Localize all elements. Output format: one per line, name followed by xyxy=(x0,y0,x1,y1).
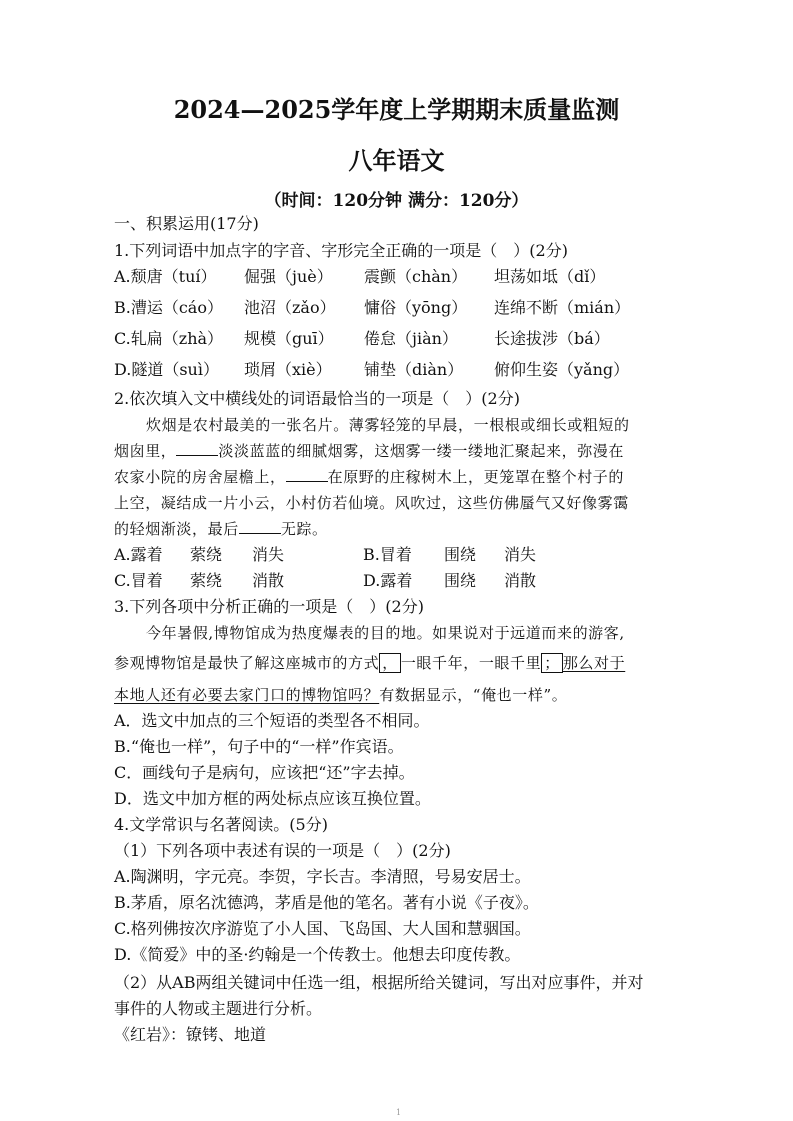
q3-passage-line-2 xyxy=(114,652,625,674)
q2-passage-line-3 xyxy=(114,466,624,488)
q3-passage-line-1: 今年暑假,博物馆成为热度爆表的目的地。如果说对于远道而来的游客, xyxy=(146,624,625,642)
q1-option-row-c xyxy=(114,328,674,350)
q2-option-a-word1: A.露着 xyxy=(114,545,163,564)
q4-option-a: A.陶渊明，字元亮。李贺，字长吉。李清照，号易安居士。 xyxy=(114,867,531,886)
q3-option-a: A．选文中加点的三个短语的类型各不相同。 xyxy=(114,711,430,730)
q3-passage-line-3 xyxy=(114,684,567,706)
q3-boxed-punctuation-1: ， xyxy=(379,653,401,673)
exam-subject: 八年语文 xyxy=(348,146,445,175)
q2-option-c-word1: C.冒着 xyxy=(114,571,163,590)
q3-underlined-sentence: 本地人还有必要去家门口的博物馆吗？ xyxy=(114,686,380,704)
q2-passage-text: 农家小院的房舍屋檐上， xyxy=(114,468,286,486)
q1-c-word4: 长途拔涉（bá） xyxy=(494,329,610,348)
q1-b-word3: 慵俗（yōng） xyxy=(364,298,468,317)
q1-c-word2: 规模（guī） xyxy=(244,329,334,348)
page-footer-mark: 1 xyxy=(396,1108,402,1117)
q2-option-d-word2: 围绕 xyxy=(444,571,477,590)
q1-d-word4: 俯仰生姿（yǎng） xyxy=(494,360,630,379)
section-heading: 一、积累运用(17分) xyxy=(114,214,259,233)
q2-option-a-word3: 消失 xyxy=(252,545,285,564)
exam-meta: （时间：120分钟 满分：120分） xyxy=(264,191,529,211)
q1-a-word4: 坦荡如坻（dǐ） xyxy=(494,267,606,286)
q2-blank-1 xyxy=(176,440,218,456)
q1-c-word3: 倦怠（jiàn） xyxy=(364,329,458,348)
q2-option-b-word1: B.冒着 xyxy=(363,545,412,564)
q2-passage-text: 淡淡蓝蓝的细腻烟雾，这烟雾一缕一缕地汇聚起来，弥漫在 xyxy=(218,442,625,460)
q2-passage-text: 无踪。 xyxy=(280,520,328,538)
question-1-stem: 1.下列词语中加点字的字音、字形完全正确的一项是（ ）(2分) xyxy=(114,241,568,260)
q3-option-c: C．画线句子是病句，应该把“还”字去掉。 xyxy=(114,763,415,782)
q2-option-a-word2: 萦绕 xyxy=(190,545,223,564)
q1-d-word1: D.隧道（suì） xyxy=(114,360,219,379)
q2-option-b-word3: 消失 xyxy=(504,545,537,564)
q1-b-word1: B.漕运（cáo） xyxy=(114,298,223,317)
q1-a-word3: 震颤（chàn） xyxy=(364,267,468,286)
q1-c-word1: C.轧扁（zhà） xyxy=(114,329,224,348)
q1-d-word2: 琐屑（xiè） xyxy=(244,360,332,379)
q2-option-row-1 xyxy=(114,544,674,566)
q2-option-d-word3: 消散 xyxy=(504,571,537,590)
q2-blank-2 xyxy=(286,466,328,482)
q4-option-d: D.《简爱》中的圣·约翰是一个传教士。他想去印度传教。 xyxy=(114,945,521,964)
q4-keywords: 《红岩》：镣铐、地道 xyxy=(114,1025,267,1044)
q4-subquestion-1: （1）下列各项中表述有误的一项是（ ）(2分) xyxy=(114,841,451,860)
q1-b-word2: 池沼（zǎo） xyxy=(244,298,336,317)
q2-passage-text: 烟囱里， xyxy=(114,442,177,460)
q3-underlined-sentence: 那么对于 xyxy=(562,654,626,672)
q2-passage-line-2 xyxy=(114,440,624,462)
q4-subquestion-2-line-2: 事件的人物或主题进行分析。 xyxy=(114,999,323,1018)
q2-passage-line-1: 炊烟是农村最美的一张名片。薄雾轻笼的早晨，一根根或细长或粗短的 xyxy=(146,416,630,434)
q2-option-c-word3: 消散 xyxy=(252,571,285,590)
q3-boxed-punctuation-2: ； xyxy=(541,653,563,673)
q3-option-d: D．选文中加方框的两处标点应该互换位置。 xyxy=(114,789,431,808)
q3-passage-text: 有数据显示，“俺也一样”。 xyxy=(379,686,568,704)
q2-option-c-word2: 萦绕 xyxy=(190,571,223,590)
question-2-stem: 2.依次填入文中横线处的词语最恰当的一项是（ ）(2分) xyxy=(114,389,520,408)
q2-option-d-word1: D.露着 xyxy=(363,571,413,590)
q2-passage-line-4: 上空，凝结成一片小云，小村仿若仙境。风吹过，这些仿佛蜃气又好像雾霭 xyxy=(114,494,629,512)
q1-a-word1: A.颓唐（tuí） xyxy=(114,267,217,286)
q1-b-word4: 连绵不断（mián） xyxy=(494,298,631,317)
q1-option-row-b xyxy=(114,297,674,319)
q4-option-b: B.茅盾，原名沈德鸿，茅盾是他的笔名。著有小说《子夜》。 xyxy=(114,893,539,912)
q4-option-c: C.格列佛按次序游览了小人国、飞岛国、大人国和慧骃国。 xyxy=(114,919,531,938)
q2-passage-line-5 xyxy=(114,518,328,540)
q4-subquestion-2-line-1: （2）从AB两组关键词中任选一组，根据所给关键词，写出对应事件，并对 xyxy=(114,973,644,992)
q2-blank-3 xyxy=(239,518,281,534)
q1-option-row-a xyxy=(114,266,674,288)
q3-passage-text: 一眼千年，一眼千里 xyxy=(400,654,542,672)
q1-a-word2: 倔强（juè） xyxy=(244,267,333,286)
q3-option-b: B.“俺也一样”，句子中的“一样”作宾语。 xyxy=(114,737,404,756)
q1-option-row-d xyxy=(114,359,674,381)
q2-passage-text: 在原野的庄稼树木上，更笼罩在整个村子的 xyxy=(327,468,625,486)
q2-option-row-2 xyxy=(114,570,674,592)
question-3-stem: 3.下列各项中分析正确的一项是（ ）(2分) xyxy=(114,597,424,616)
q3-passage-text: 参观博物馆是最快了解这座城市的方式 xyxy=(114,654,380,672)
exam-title: 2024—2025学年度上学期期末质量监测 xyxy=(173,95,620,124)
q2-option-b-word2: 围绕 xyxy=(444,545,477,564)
question-4-stem: 4.文学常识与名著阅读。(5分) xyxy=(114,815,328,834)
q2-passage-text: 的轻烟渐淡，最后 xyxy=(114,520,239,538)
q1-d-word3: 铺垫（diàn） xyxy=(364,360,464,379)
